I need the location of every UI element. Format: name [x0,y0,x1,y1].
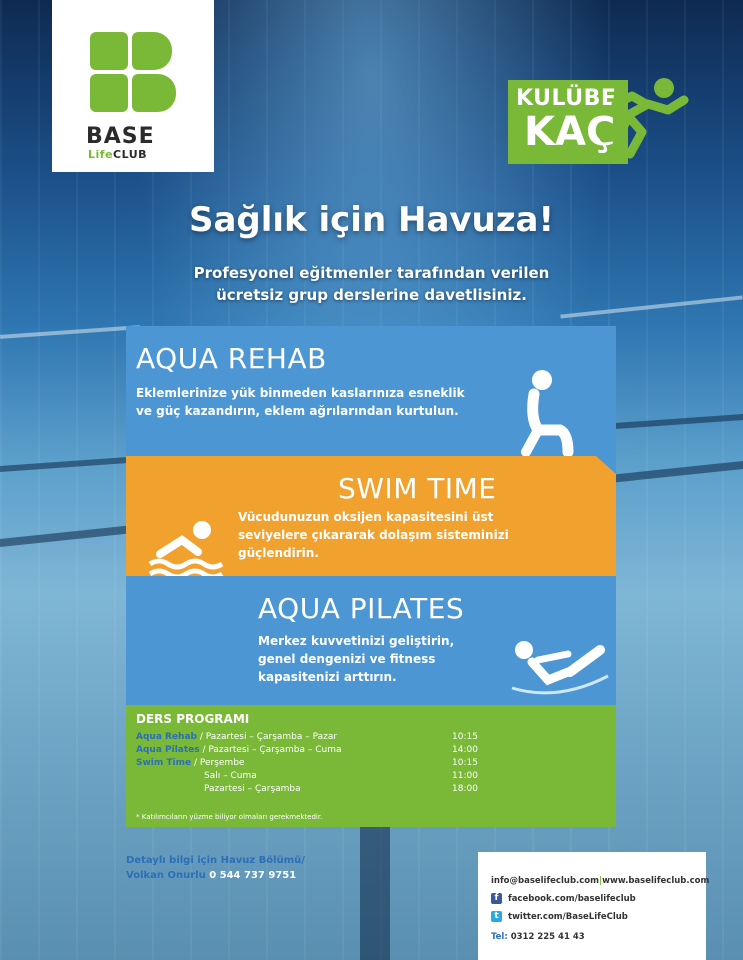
schedule-row [204,771,257,781]
contact-line2 [126,868,305,883]
schedule-days: Salı – Cuma [204,771,257,781]
email-link[interactable]: info@baselifeclub.com [491,876,599,886]
text-line: güçlendirin. [238,546,319,560]
tel-number: 0312 225 41 43 [507,932,585,942]
contact-name: Volkan Onurlu [126,870,206,881]
schedule-row [136,758,244,768]
text-line: Vücudunuzun oksijen kapasitesini üst [238,510,494,524]
pilates-icon [508,636,612,706]
logo-block [132,74,176,112]
logo-sub-life: Life [88,148,114,161]
schedule-title: DERS PROGRAMI [136,712,250,726]
schedule-note: * Katılımcıların yüzme biliyor olmaları gerekmektedir. [136,813,323,821]
schedule-course: Aqua Pilates [136,745,200,755]
schedule-row [136,745,342,755]
subheadline [0,262,743,306]
runner-icon [590,74,696,170]
schedule-time: 14:00 [452,745,478,755]
text-line: kapasitenizi arttırın. [258,670,397,684]
schedule-time: 18:00 [452,784,478,794]
kneeling-person-icon [516,368,580,458]
swim-time-title: SWIM TIME [338,472,497,505]
schedule-time: 10:15 [452,758,478,768]
facebook-icon: f [491,893,502,904]
text-line: Eklemlerinize yük binmeden kaslarınıza esneklik [136,386,465,400]
schedule-days: / Perşembe [191,758,245,768]
schedule-days: / Pazartesi – Çarşamba – Pazar [196,732,338,742]
headline: Sağlık için Havuza! [188,200,555,240]
aqua-pilates-title: AQUA PILATES [258,592,465,625]
facebook-link[interactable]: facebook.com/baselifeclub [508,894,636,904]
base-lifeclub-logo [52,0,214,172]
card-phone [491,932,585,942]
contact-info [126,853,305,883]
tel-label: Tel: [491,932,508,942]
aqua-rehab-title: AQUA REHAB [136,342,327,375]
schedule-row [136,732,337,742]
schedule-row [204,784,301,794]
logo-sub-club: CLUB [113,148,148,161]
text-line: genel dengenizi ve fitness [258,652,436,666]
schedule-days: / Pazartesi – Çarşamba – Cuma [199,745,342,755]
text-line: ve güç kazandırın, eklem ağrılarından kurtulun. [136,404,459,418]
logo-block [90,74,128,112]
schedule-days: Pazartesi – Çarşamba [204,784,301,794]
schedule-course: Swim Time [136,758,192,768]
contact-line1: Detaylı bilgi için Havuz Bölümü/ [126,855,305,866]
subheadline-line: ücretsiz grup derslerine davetlisiniz. [216,286,527,304]
aqua-pilates-text [258,632,454,686]
schedule-time: 10:15 [452,732,478,742]
schedule-course: Aqua Rehab [136,732,197,742]
badge-line1: KULÜBE [516,86,617,111]
logo-word: BASE [86,124,155,149]
text-line: seviyelere çıkararak dolaşım sisteminizi [238,528,509,542]
twitter-icon: t [491,911,502,922]
logo-block [132,32,172,70]
website-link[interactable]: www.baselifeclub.com [602,876,710,886]
card-web-row [491,876,709,886]
twitter-link[interactable]: twitter.com/BaseLifeClub [508,912,628,922]
aqua-rehab-text [136,384,465,420]
subheadline-line: Profesyonel eğitmenler tarafından verilen [193,264,550,282]
schedule-time: 11:00 [452,771,478,781]
logo-block [90,32,128,70]
schedule-box [126,705,616,827]
contact-card [478,852,710,960]
separator: | [599,876,603,886]
lane-rope [0,325,140,339]
badge-line2: KAÇ [524,109,616,155]
logo-subtitle [88,148,147,161]
swim-time-text [238,508,509,562]
text-line: Merkez kuvvetinizi geliştirin, [258,634,455,648]
lane-line [360,820,390,960]
contact-phone: 0 544 737 9751 [205,870,297,881]
